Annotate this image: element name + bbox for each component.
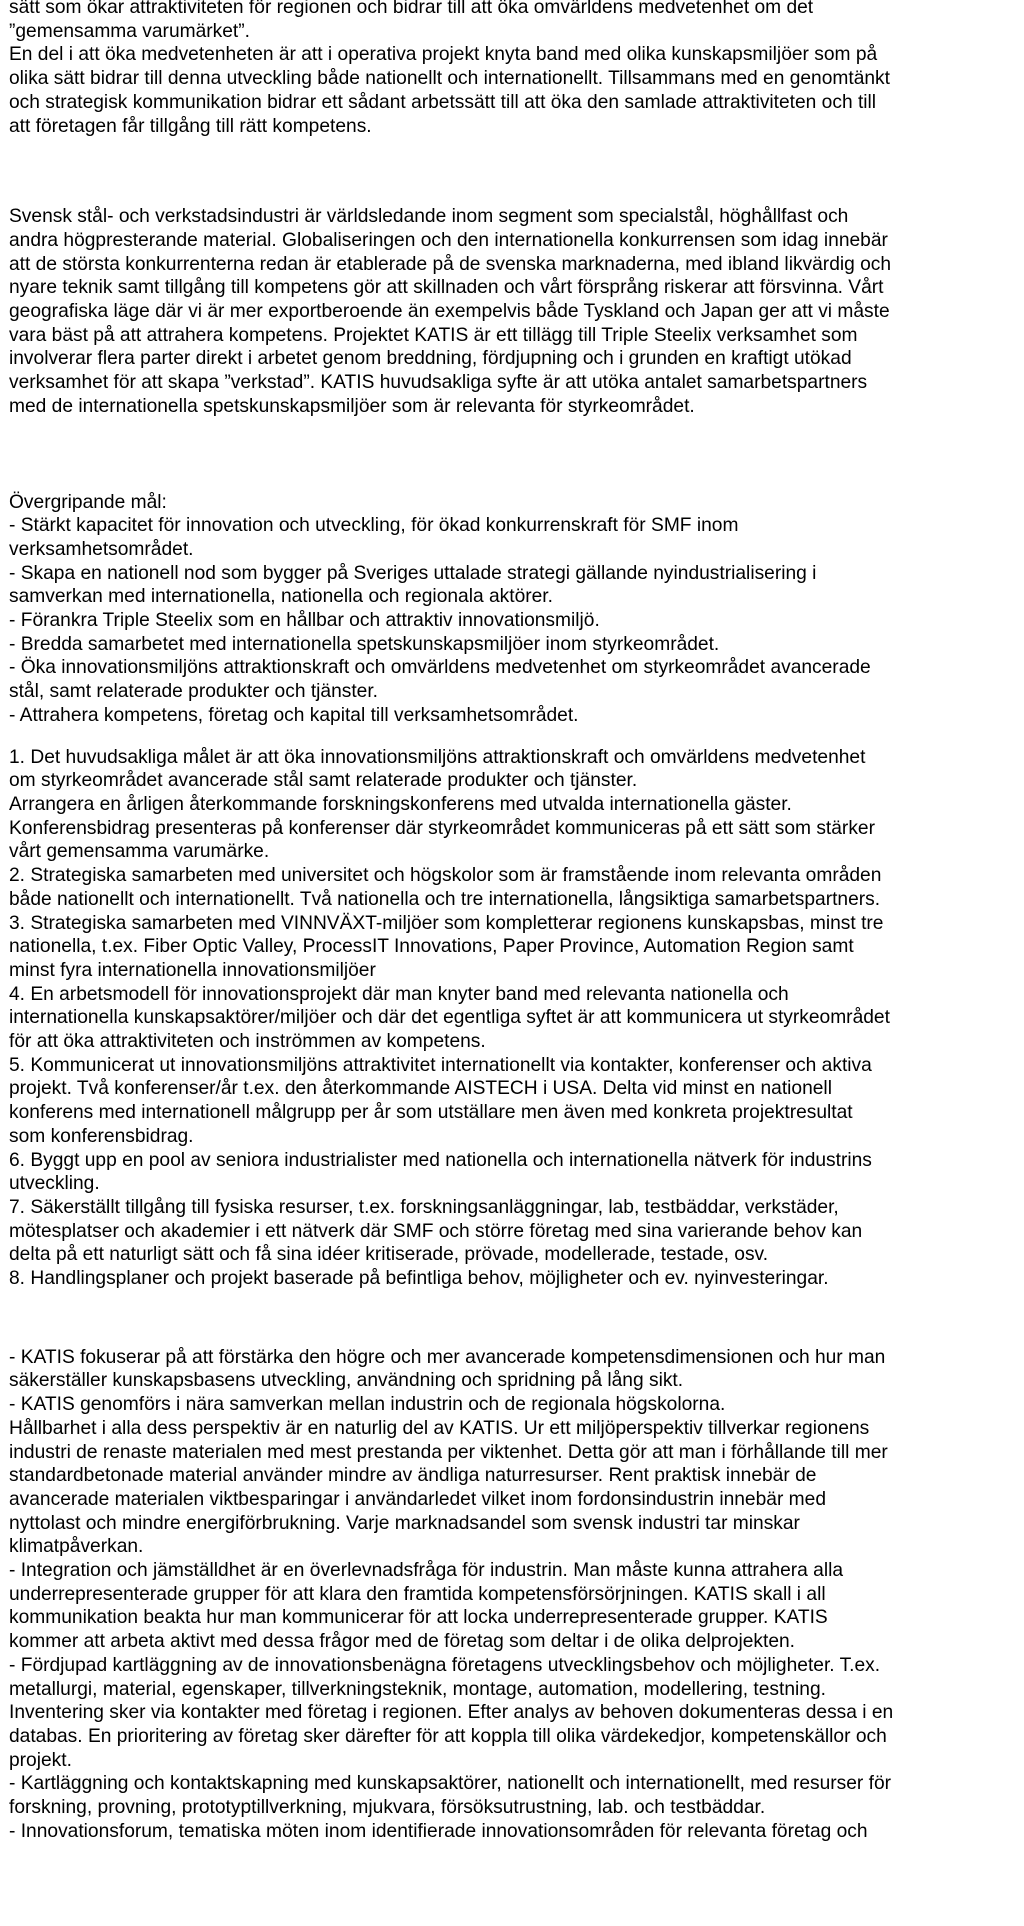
text-line: - Fördjupad kartläggning av de innovationsbenägna företagens utvecklingsbehov och möjligheter. T.ex. [9,1654,881,1676]
text-line: andra högpresterande material. Globaliseringen och den internationella konkurrensen som idag innebär [9,229,888,251]
text-line: säkerställer kunskapsbasens utveckling, användning och spridning på lång sikt. [9,1370,684,1392]
text-line: - Förankra Triple Steelix som en hållbar och attraktiv innovationsmiljö. [9,610,600,632]
text-line: nationella, t.ex. Fiber Optic Valley, ProcessIT Innovations, Paper Province, Automation Region samt [9,936,854,958]
text-line: vara bäst på att attrahera kompetens. Projektet KATIS är ett tillägg till Triple Steelix verksamhet som [9,324,858,346]
text-line: minst fyra internationella innovationsmiljöer [9,959,376,981]
text-line: att företagen får tillgång till rätt kompetens. [9,115,372,137]
text-line: samverkan med internationella, nationella och regionala aktörer. [9,586,553,608]
text-line: En del i att öka medvetenheten är att i operativa projekt knyta band med olika kunskapsmiljöer som på [9,44,878,66]
text-line: - KATIS fokuserar på att förstärka den högre och mer avancerade kompetensdimensionen och hur man [9,1346,886,1368]
activities-list [9,1346,1009,1844]
text-line: Övergripande mål: [9,491,167,513]
text-line: 4. En arbetsmodell för innovationsprojekt där man knyter band med relevanta nationella och [9,983,789,1005]
text-line: metallurgi, material, egenskaper, tillverkningsteknik, montage, automation, modellering, testning. [9,1678,826,1700]
text-line: utveckling. [9,1173,100,1195]
text-line: 1. Det huvudsakliga målet är att öka innovationsmiljöns attraktionskraft och omvärldens medvetenhet [9,746,866,768]
text-line: geografiska läge där vi är mer exportberoende än exempelvis både Tyskland och Japan ger att vi måste [9,301,890,323]
text-line: 8. Handlingsplaner och projekt baserade på befintliga behov, möjligheter och ev. nyinvesteringar. [9,1268,829,1290]
text-line: nyttolast och mindre energiförbrukning. Varje marknadsandel som svensk industri tar minskar [9,1512,800,1534]
text-line: ”gemensamma varumärket”. [9,20,250,42]
text-line: kommunikation beakta hur man kommunicerar för att locka underrepresenterade grupper. KATIS [9,1607,828,1629]
document-body [9,0,1009,1844]
text-line: nyare teknik samt tillgång till kompetens gör att skillnaden och vårt försprång riskerar att försvinna. Vårt [9,277,884,299]
text-line: Konferensbidrag presenteras på konferenser där styrkeområdet kommuniceras på ett sätt som stärker [9,817,875,839]
text-line: om styrkeområdet avancerade stål samt relaterade produkter och tjänster. [9,770,638,792]
text-line: både nationellt och internationellt. Två nationella och tre internationella, långsiktiga samarbetspartners. [9,888,881,910]
text-line: industri de renaste materialen med mest prestanda per viktenhet. Detta gör att man i förhållande till mer [9,1441,888,1463]
text-line: stål, samt relaterade produkter och tjänster. [9,681,379,703]
text-line: verksamhet för att skapa ”verkstad”. KATIS huvudsakliga syfte är att utöka antalet samarbetspartners [9,372,868,394]
text-line: vårt gemensamma varumärke. [9,841,270,863]
text-line: - KATIS genomförs i nära samverkan mellan industrin och de regionala högskolorna. [9,1394,726,1416]
text-line: - Öka innovationsmiljöns attraktionskraft och omvärldens medvetenhet om styrkeområdet avancerade [9,657,871,679]
text-line: Inventering sker via kontakter med företag i regionen. Efter analys av behoven dokumenteras dessa i en [9,1702,894,1724]
text-line: - Kartläggning och kontaktskapning med kunskapsaktörer, nationellt och internationellt, med resurser för [9,1773,892,1795]
text-line: 3. Strategiska samarbeten med VINNVÄXT-miljöer som kompletterar regionens kunskapsbas, minst tre [9,912,884,934]
text-line: verksamhetsområdet. [9,538,194,560]
text-line: delta på ett naturligt sätt och få sina idéer kritiserade, prövade, modellerade, testade, osv. [9,1244,769,1266]
text-line: och strategisk kommunikation bidrar ett sådant arbetssätt till att öka den samlade attraktiviteten och till [9,91,877,113]
text-line: med de internationella spetskunskapsmiljöer som är relevanta för styrkeområdet. [9,395,695,417]
text-line: - Innovationsforum, tematiska möten inom identifierade innovationsområden för relevanta företag och [9,1820,868,1842]
text-line: olika sätt bidrar till denna utveckling både nationellt och internationellt. Tillsammans med en genomtänkt [9,68,890,90]
text-line: konferens med internationell målgrupp per år som utställare men även med konkreta projektresultat [9,1102,853,1124]
text-line: 6. Byggt upp en pool av seniora industrialister med nationella och internationella nätverk för industrins [9,1149,872,1171]
text-line: att de största konkurrenterna redan är etablerade på de svenska marknaderna, med ibland likvärdig och [9,253,892,275]
text-line: mötesplatser och akademier i ett nätverk där SMF och större företag med sina varierande behov kan [9,1220,863,1242]
text-line: involverar flera parter direkt i arbetet genom breddning, fördjupning och i grunden en kraftigt utökad [9,348,852,370]
goals-list [9,491,1009,728]
text-line: för att öka attraktiviteten och inströmmen av kompetens. [9,1031,486,1053]
targets-list [9,746,1009,1291]
text-line: projekt. [9,1749,72,1771]
text-line: som konferensbidrag. [9,1125,194,1147]
text-line: - Stärkt kapacitet för innovation och utveckling, för ökad konkurrenskraft för SMF inom [9,515,739,537]
text-line: databas. En prioritering av företag sker därefter för att koppla till olika värdekedjor, kompetenskällor och [9,1726,887,1747]
background-paragraph [9,205,1009,418]
text-line: 5. Kommunicerat ut innovationsmiljöns attraktivitet internationellt via kontakter, konferenser och aktiva [9,1054,872,1076]
text-line: projekt. Två konferenser/år t.ex. den återkommande AISTECH i USA. Delta vid minst en nationell [9,1078,832,1100]
text-line: Svensk stål- och verkstadsindustri är världsledande inom segment som specialstål, höghållfast och [9,206,849,228]
text-line: 7. Säkerställt tillgång till fysiska resurser, t.ex. forskningsanläggningar, lab, testbäddar, verkstäder, [9,1196,839,1218]
text-line: kommer att arbeta aktivt med dessa frågor med de företag som deltar i de olika delprojekten. [9,1631,796,1653]
text-line: sätt som ökar attraktiviteten för regionen och bidrar till att öka omvärldens medvetenhet om det [9,0,814,18]
intro-paragraph [9,0,1009,138]
text-line: - Bredda samarbetet med internationella spetskunskapsmiljöer inom styrkeområdet. [9,633,720,655]
text-line: standardbetonade material använder mindre av ändliga naturresurser. Rent praktisk innebär de [9,1465,817,1487]
text-line: internationella kunskapsaktörer/miljöer och där det egentliga syftet är att kommunicera ut styrkeområdet [9,1007,890,1029]
text-line: forskning, provning, prototyptillverkning, mjukvara, försöksutrustning, lab. och testbäddar. [9,1797,766,1819]
text-line: Hållbarhet i alla dess perspektiv är en naturlig del av KATIS. Ur ett miljöperspektiv tillverkar regionens [9,1417,870,1439]
text-line: avancerade materialen viktbesparingar i användarledet vilket inom fordonsindustrin innebär med [9,1488,826,1510]
text-line: Arrangera en årligen återkommande forskningskonferens med utvalda internationella gäster. [9,793,792,815]
text-line: klimatpåverkan. [9,1536,144,1558]
text-line: underrepresenterade grupper för att klara den framtida kompetensförsörjningen. KATIS skall i all [9,1583,826,1605]
text-line: - Integration och jämställdhet är en överlevnadsfråga för industrin. Man måste kunna attrahera alla [9,1560,844,1582]
text-line: - Skapa en nationell nod som bygger på Sveriges uttalade strategi gällande nyindustrialisering i [9,562,817,584]
text-line: 2. Strategiska samarbeten med universitet och högskolor som är framstående inom relevanta områden [9,865,882,887]
text-line: - Attrahera kompetens, företag och kapital till verksamhetsområdet. [9,704,579,726]
